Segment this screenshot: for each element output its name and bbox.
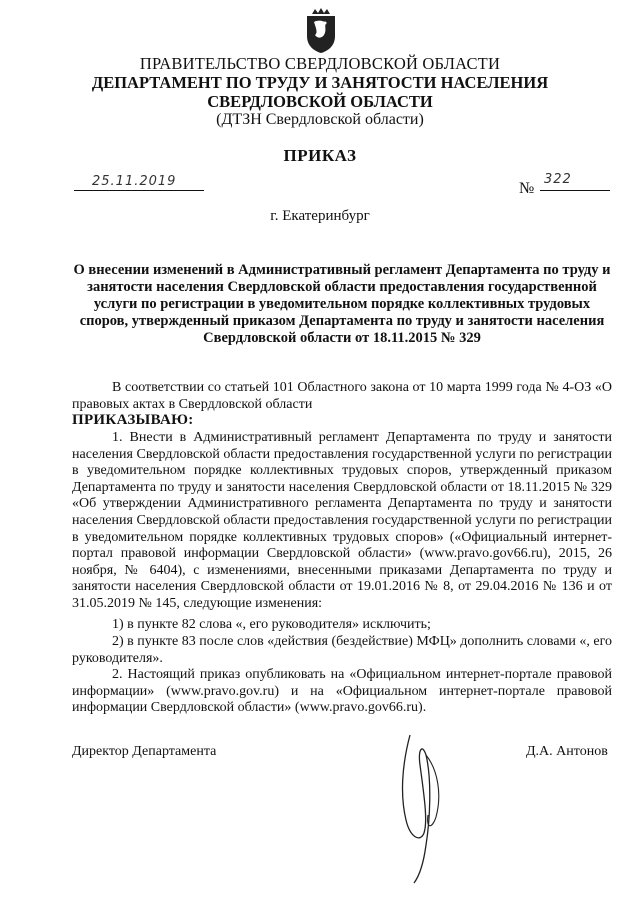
item-1-paragraph: 1. Внести в Административный регламент Департамента по труду и занятости населения Свердловской области предоставления государственной услуги по регистрации в уведомительном порядке коллективных трудовых споров, утвержденный приказом Департамента по труду и занятости населения Свердловской области от 18.11.2015 № 329 «Об утверждении Административного регламента Департамента по труду и занятости населения Свердловской области предоставления государственной услуги по регистрации в уведомительном порядке коллективных трудовых споров» («Официальный интернет-портал правовой информации Свердловской области» (www.pravo.gov66.ru), 2015, 26 ноября, № 6404), с изменениями, внесенными приказами Департамента по труду и занятости населения Свердловской области от 19.01.2016 № 8, от 29.04.2016 № 136 и от 31.05.2019 № 145, следующие изменения: bbox=[72, 430, 612, 611]
intro-paragraph: В соответствии со статьей 101 Областного закона от 10 марта 1999 года № 4-ОЗ «О правовых актах в Свердловской области bbox=[72, 380, 612, 412]
signatory-name: Д.А. Антонов bbox=[526, 744, 608, 759]
city-line: г. Екатеринбург bbox=[270, 208, 370, 224]
item-2-paragraph: 2. Настоящий приказ опубликовать на «Официальном интернет-портале правовой информации» (www.pravo.gov.ru) и на «Официальном интернет-портале правовой информации Свердловской области» (www.pravo.gov66.ru). bbox=[72, 667, 612, 716]
document-title: ПРИКАЗ bbox=[283, 146, 357, 165]
department-region: СВЕРДЛОВСКОЙ ОБЛАСТИ bbox=[207, 92, 433, 111]
number-underline bbox=[540, 190, 610, 191]
order-subject: О внесении изменений в Административный регламент Департамента по труду и занятости населения Свердловской области предоставления государственной услуги по регистрации в уведомительном порядке коллективных трудовых споров, утвержденный приказом Департамента по труду и занятости населения Свердловской области от 18.11.2015 № 329 bbox=[73, 262, 611, 346]
date-underline bbox=[74, 190, 204, 191]
handwritten-signature bbox=[380, 725, 470, 885]
order-directive: ПРИКАЗЫВАЮ: bbox=[72, 412, 194, 428]
order-number-label: № bbox=[519, 180, 535, 197]
order-date: 25.11.2019 bbox=[92, 174, 177, 189]
government-name: ПРАВИТЕЛЬСТВО СВЕРДЛОВСКОЙ ОБЛАСТИ bbox=[139, 54, 501, 73]
item-1-subitem-2: 2) в пункте 83 после слов «действия (бездействие) МФЦ» дополнить словами «, его руководителя». bbox=[72, 634, 613, 666]
department-abbreviation: (ДТЗН Свердловской области) bbox=[216, 111, 424, 128]
item-1-subitem-1: 1) в пункте 82 слова «, его руководителя» исключить; bbox=[112, 617, 431, 632]
department-name: ДЕПАРТАМЕНТ ПО ТРУДУ И ЗАНЯТОСТИ НАСЕЛЕНИЯ bbox=[91, 73, 549, 92]
signatory-position: Директор Департамента bbox=[72, 744, 217, 759]
coat-of-arms-icon bbox=[304, 8, 338, 54]
order-number: 322 bbox=[544, 172, 572, 187]
